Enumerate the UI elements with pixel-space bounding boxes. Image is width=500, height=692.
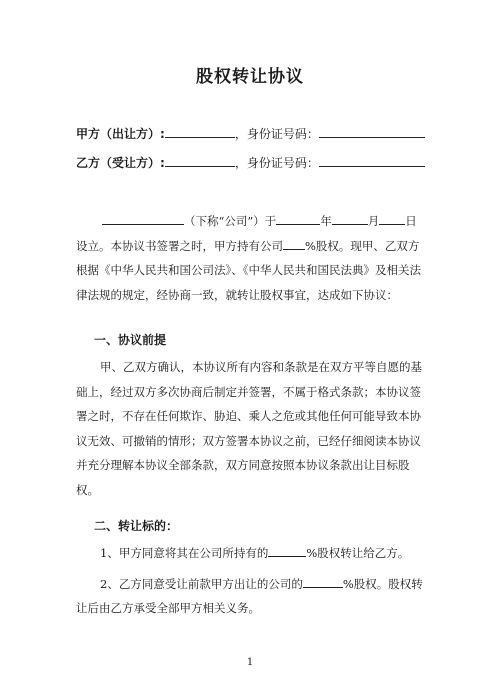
section1-line: 权。 bbox=[76, 482, 99, 497]
transfer-percent-blank bbox=[268, 543, 306, 557]
section-heading: 一、协议前提 bbox=[94, 333, 167, 347]
section2-item bbox=[76, 541, 426, 566]
party-a-name-blank bbox=[165, 124, 235, 138]
section1-line: 议无效、可撤销的情形；双方签署本协议之前，已经仔细阅读本协议 bbox=[76, 433, 421, 448]
month-blank bbox=[332, 211, 368, 225]
party-b-id-label: ，身份证号码： bbox=[234, 156, 319, 170]
section1-line: 署之时，不存在任何欺诈、胁迫、乘人之危或其他任何可能导致本协 bbox=[76, 409, 421, 423]
section1-line: 础上，经过双方多次协商后制定并签署，不属于格式条款；本协议签 bbox=[76, 384, 421, 399]
intro-text: %股权。现甲、乙双方 bbox=[305, 238, 420, 253]
intro-paragraph bbox=[76, 209, 426, 307]
intro-text: 月 bbox=[367, 214, 380, 228]
section2-paragraph bbox=[76, 541, 426, 621]
intro-text: （下称“公司”）于 bbox=[184, 214, 277, 228]
party-a-line bbox=[76, 124, 436, 142]
intro-text: 日 bbox=[405, 214, 417, 228]
accept-percent-blank bbox=[303, 574, 343, 588]
party-b-label: 乙方（受让方）: bbox=[76, 156, 165, 170]
intro-line bbox=[76, 209, 426, 234]
intro-line bbox=[76, 234, 426, 259]
section2-item bbox=[76, 572, 426, 597]
item-text: %股权转让给乙方。 bbox=[306, 546, 410, 560]
intro-text: 设立。本协议书签署之时，甲方持有公司 bbox=[76, 238, 283, 253]
intro-text: 年 bbox=[320, 214, 332, 228]
company-name-blank bbox=[102, 211, 184, 225]
share-percent-blank bbox=[283, 236, 305, 250]
intro-line: 律法规的规定，经协商一致，就转让股权事宜，达成如下协议： bbox=[76, 287, 398, 302]
section-heading: 二、转让标的： bbox=[94, 519, 179, 533]
document-title: 股权转让协议 bbox=[196, 67, 304, 87]
page-number: 1 bbox=[246, 657, 254, 668]
item-text: %股权。股权转 bbox=[342, 576, 423, 591]
party-a-id-blank bbox=[319, 124, 425, 138]
section1-line: 甲、乙双方确认，本协议所有内容和条款是在双方平等自愿的基 bbox=[100, 360, 422, 374]
year-blank bbox=[276, 211, 320, 225]
section1-line: 并充分理解本协议全部条款，双方同意按照本协议条款出让目标股 bbox=[76, 458, 410, 472]
party-b-name-blank bbox=[165, 153, 235, 167]
party-a-label: 甲方（出让方）: bbox=[76, 127, 165, 141]
party-b-line bbox=[76, 153, 436, 171]
section2-item: 让后由乙方承受全部甲方相关义务。 bbox=[76, 601, 260, 615]
section1-paragraph bbox=[76, 355, 426, 502]
party-b-id-blank bbox=[319, 153, 425, 167]
item-text: 2、乙方同意受让前款甲方出让的公司的 bbox=[100, 576, 303, 591]
item-text: 1、甲方同意将其在公司所持有的 bbox=[100, 546, 269, 560]
party-a-id-label: ，身份证号码： bbox=[234, 127, 319, 141]
day-blank bbox=[379, 211, 405, 225]
intro-line: 根据《中华人民共和国公司法》、《中华人民共和国民法典》及相关法 bbox=[76, 263, 421, 277]
